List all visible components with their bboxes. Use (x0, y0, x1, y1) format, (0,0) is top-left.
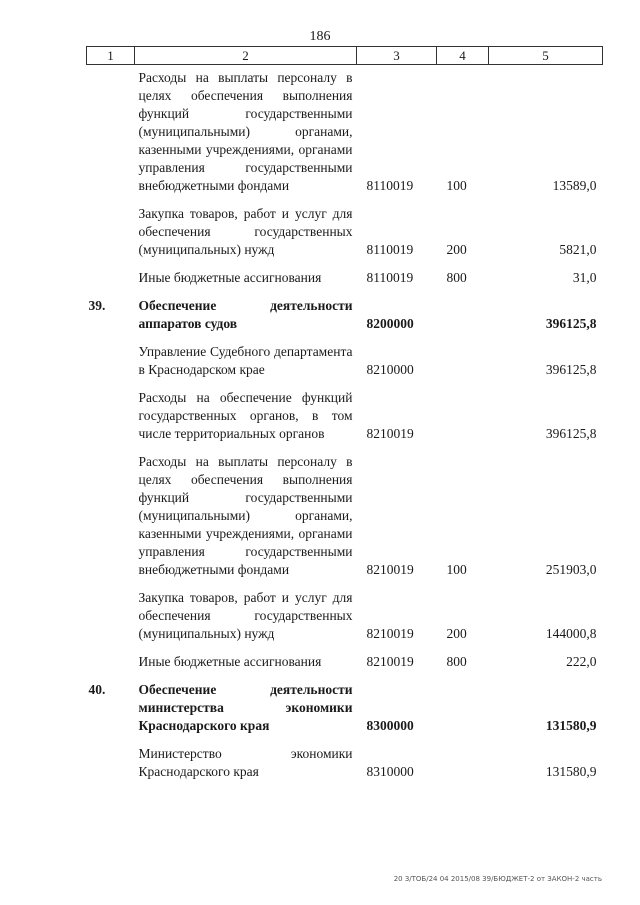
row-number (87, 65, 135, 196)
page-number: 186 (309, 29, 331, 44)
table-row (87, 287, 603, 333)
row-description: Расходы на выплаты персоналу в целях обеспечения выполнения функций государственными (муниципальными) органами, казенными учреждениями, органами управления государственными внебюджетными фондами (138, 454, 353, 577)
budget-table (86, 46, 603, 781)
row-target-code: 8110019 (366, 242, 414, 257)
header-col-5: 5 (489, 47, 603, 65)
row-expense-type: 800 (446, 654, 467, 669)
row-expense-type (437, 333, 489, 379)
row-target-code: 8310000 (366, 764, 414, 779)
header-col-4: 4 (437, 47, 489, 65)
row-expense-type (437, 671, 489, 735)
row-description: Иные бюджетные ассигнования (138, 270, 322, 285)
row-number (87, 379, 135, 443)
row-amount: 251903,0 (545, 562, 597, 577)
row-target-code: 8110019 (366, 178, 414, 193)
row-expense-type (437, 735, 489, 781)
row-expense-type: 100 (446, 562, 467, 577)
table-row (87, 65, 603, 196)
table-body (87, 65, 603, 782)
header-col-3: 3 (357, 47, 437, 65)
row-expense-type: 200 (446, 242, 467, 257)
row-number: 40. (88, 682, 106, 697)
row-number (87, 333, 135, 379)
row-target-code: 8210000 (366, 362, 414, 377)
row-target-code: 8210019 (366, 426, 414, 441)
row-target-code: 8110019 (366, 270, 414, 285)
row-number (87, 643, 135, 671)
row-expense-type: 200 (446, 626, 467, 641)
row-target-code: 8300000 (366, 718, 414, 733)
row-description: Управление Судебного департамента в Краснодарском крае (138, 344, 353, 377)
row-target-code: 8210019 (366, 654, 414, 669)
table-row (87, 443, 603, 579)
table-row (87, 671, 603, 735)
row-amount: 396125,8 (545, 362, 597, 377)
row-number (87, 735, 135, 781)
row-amount: 13589,0 (552, 178, 597, 193)
row-amount: 144000,8 (545, 626, 597, 641)
row-expense-type (437, 287, 489, 333)
table-row (87, 735, 603, 781)
row-description: Иные бюджетные ассигнования (138, 654, 322, 669)
table-row (87, 195, 603, 259)
row-expense-type (437, 379, 489, 443)
table-row (87, 379, 603, 443)
row-number: 39. (88, 298, 106, 313)
table-row (87, 333, 603, 379)
row-expense-type: 100 (446, 178, 467, 193)
row-number (87, 259, 135, 287)
row-amount: 31,0 (572, 270, 597, 285)
row-expense-type: 800 (446, 270, 467, 285)
row-amount: 5821,0 (559, 242, 597, 257)
row-description: Закупка товаров, работ и услуг для обеспечения государственных (муниципальных) нужд (138, 206, 353, 257)
row-description: Обеспечение деятельности министерства экономики Краснодарского края (138, 682, 353, 733)
row-amount: 396125,8 (545, 426, 597, 441)
row-target-code: 8210019 (366, 626, 414, 641)
row-amount: 222,0 (566, 654, 597, 669)
table-row (87, 643, 603, 671)
row-amount: 131580,9 (545, 718, 597, 733)
row-target-code: 8200000 (366, 316, 414, 331)
row-description: Расходы на выплаты персоналу в целях обеспечения выполнения функций государственными (муниципальными) органами, казенными учреждениями, органами управления государственными внебюджетными фондами (138, 70, 353, 193)
row-target-code: 8210019 (366, 562, 414, 577)
row-amount: 131580,9 (545, 764, 597, 779)
row-description: Закупка товаров, работ и услуг для обеспечения государственных (муниципальных) нужд (138, 590, 353, 641)
table-header-row (87, 47, 603, 65)
table-row (87, 259, 603, 287)
table-row (87, 579, 603, 643)
header-col-1: 1 (87, 47, 135, 65)
footer-note: 20 3/ТОБ/24 04 2015/08 39/БЮДЖЕТ-2 от ЗАКОН-2 часть (393, 875, 602, 883)
row-number (87, 443, 135, 579)
row-description: Обеспечение деятельности аппаратов судов (138, 298, 353, 331)
row-description: Министерство экономики Краснодарского края (138, 746, 353, 779)
row-number (87, 195, 135, 259)
header-col-2: 2 (135, 47, 357, 65)
row-description: Расходы на обеспечение функций государственных органов, в том числе территориальных органов (138, 390, 353, 441)
row-amount: 396125,8 (545, 316, 597, 331)
row-number (87, 579, 135, 643)
